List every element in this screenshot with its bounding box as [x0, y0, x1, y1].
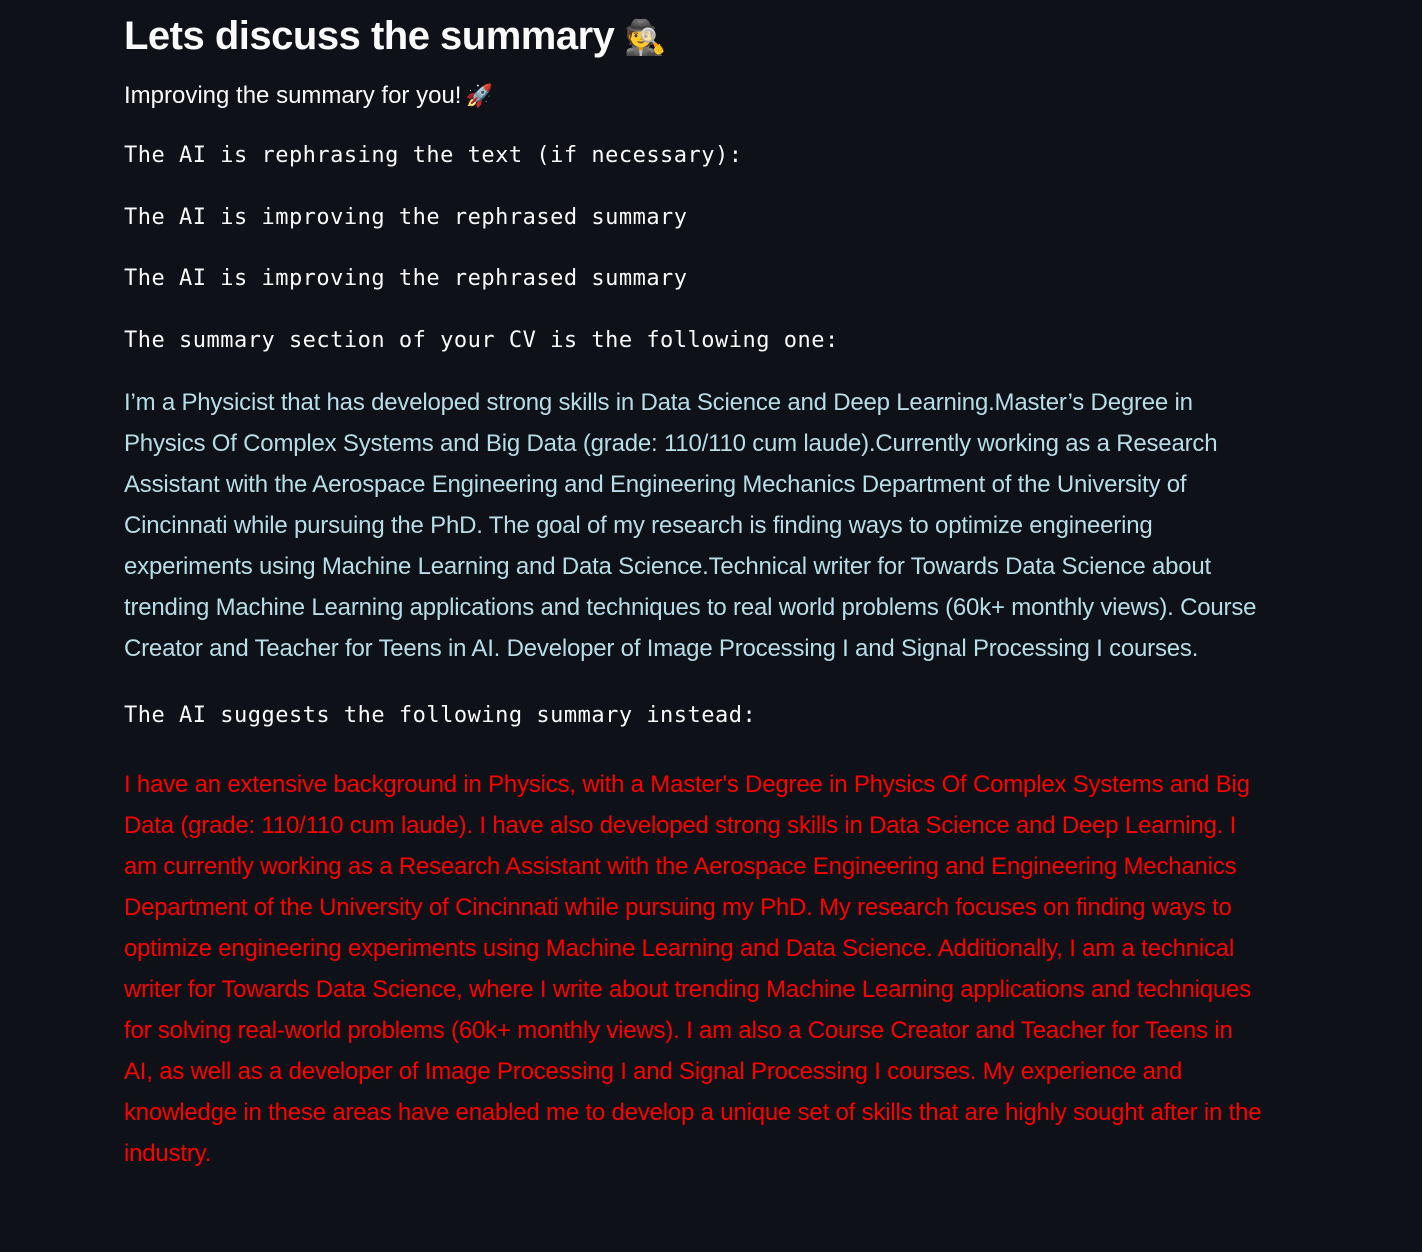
page-title: [124, 12, 1264, 62]
status-current-summary-label: The summary section of your CV is the following one:: [124, 328, 839, 353]
original-summary-text: I’m a Physicist that has developed strong skills in Data Science and Deep Learning.Master’s Degree in Physics Of Complex Systems and Big Data (grade: 110/110 cum laude).Currently working as a Research Assistant with the Aerospace Engineering and Engineering Mechanics Department of the University of Cincinnati while pursuing the PhD. The goal of my research is finding ways to optimize engineering experiments using Machine Learning and Data Science.Technical writer for Towards Data Science about trending Machine Learning applications and techniques to real world problems (60k+ monthly views). Course Creator and Teacher for Teens in AI. Developer of Image Processing I and Signal Processing I courses.: [124, 389, 1257, 662]
page-title-text: Lets discuss the summary: [124, 14, 615, 58]
status-improving-1: The AI is improving the rephrased summary: [124, 205, 688, 230]
suggestion-label: The AI suggests the following summary instead:: [124, 703, 757, 728]
status-improving-2: The AI is improving the rephrased summary: [124, 266, 688, 291]
detective-icon: 🕵️: [624, 19, 667, 57]
status-rephrasing: The AI is rephrasing the text (if necessary):: [124, 143, 743, 168]
page-subtitle: [124, 80, 1264, 112]
page-subtitle-text: Improving the summary for you!: [124, 82, 462, 109]
rocket-icon: 🚀: [465, 83, 493, 108]
main-content: [124, 0, 1264, 1174]
suggested-summary-text: I have an extensive background in Physics, with a Master's Degree in Physics Of Complex Systems and Big Data (grade: 110/110 cum laude). I have also developed strong skills in Data Science and Deep Learning. I am currently working as a Research Assistant with the Aerospace Engineering and Engineering Mechanics Department of the University of Cincinnati while pursuing my PhD. My research focuses on finding ways to optimize engineering experiments using Machine Learning and Data Science. Additionally, I am a technical writer for Towards Data Science, where I write about trending Machine Learning applications and techniques for solving real-world problems (60k+ monthly views). I am also a Course Creator and Teacher for Teens in AI, as well as a developer of Image Processing I and Signal Processing I courses. My experience and knowledge in these areas have enabled me to develop a unique set of skills that are highly sought after in the industry.: [124, 771, 1262, 1167]
